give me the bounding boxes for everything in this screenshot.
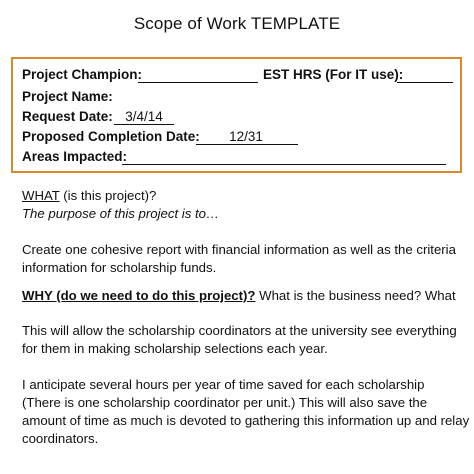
completion-date-value: 12/31 bbox=[229, 129, 263, 144]
what-paragraph-line-2: information for scholarship funds. bbox=[22, 260, 217, 275]
project-name-label: Project Name: bbox=[22, 89, 113, 104]
request-date-value: 3/4/14 bbox=[125, 109, 163, 124]
what-paragraph-line-1: Create one cohesive report with financial information as well as the criteria bbox=[22, 242, 456, 257]
document-title: Scope of Work TEMPLATE bbox=[133, 14, 341, 33]
why-paragraph-2-line-2: (There is one scholarship coordinator per unit.) This will also save the bbox=[22, 395, 428, 410]
completion-date-label: Proposed Completion Date: bbox=[22, 129, 200, 144]
areas-impacted-line[interactable] bbox=[122, 164, 446, 165]
what-heading: WHAT (is this project)? bbox=[22, 188, 157, 203]
why-paragraph-1-line-2: for them in making scholarship selections each year. bbox=[22, 341, 328, 356]
request-date-label: Request Date: bbox=[22, 109, 113, 124]
why-paragraph-2-line-3: amount of time as much is devoted to gathering this information up and relay bbox=[22, 413, 470, 428]
est-hrs-label: EST HRS (For IT use): bbox=[263, 67, 404, 82]
areas-impacted-label: Areas Impacted: bbox=[22, 149, 128, 164]
why-paragraph-1-line-1: This will allow the scholarship coordinators at the university see everything bbox=[22, 323, 457, 338]
why-paragraph-2-line-1: I anticipate several hours per year of time saved for each scholarship bbox=[22, 377, 425, 392]
project-champion-line[interactable] bbox=[138, 82, 258, 83]
completion-date-line[interactable] bbox=[196, 144, 298, 145]
why-paragraph-2-line-4: coordinators. bbox=[22, 431, 99, 446]
est-hrs-line[interactable] bbox=[397, 82, 453, 83]
project-champion-label: Project Champion: bbox=[22, 67, 143, 82]
what-purpose: The purpose of this project is to… bbox=[22, 206, 220, 221]
why-heading: WHY (do we need to do this project)? What is the business need? What bbox=[22, 288, 456, 303]
request-date-line[interactable] bbox=[114, 124, 174, 125]
